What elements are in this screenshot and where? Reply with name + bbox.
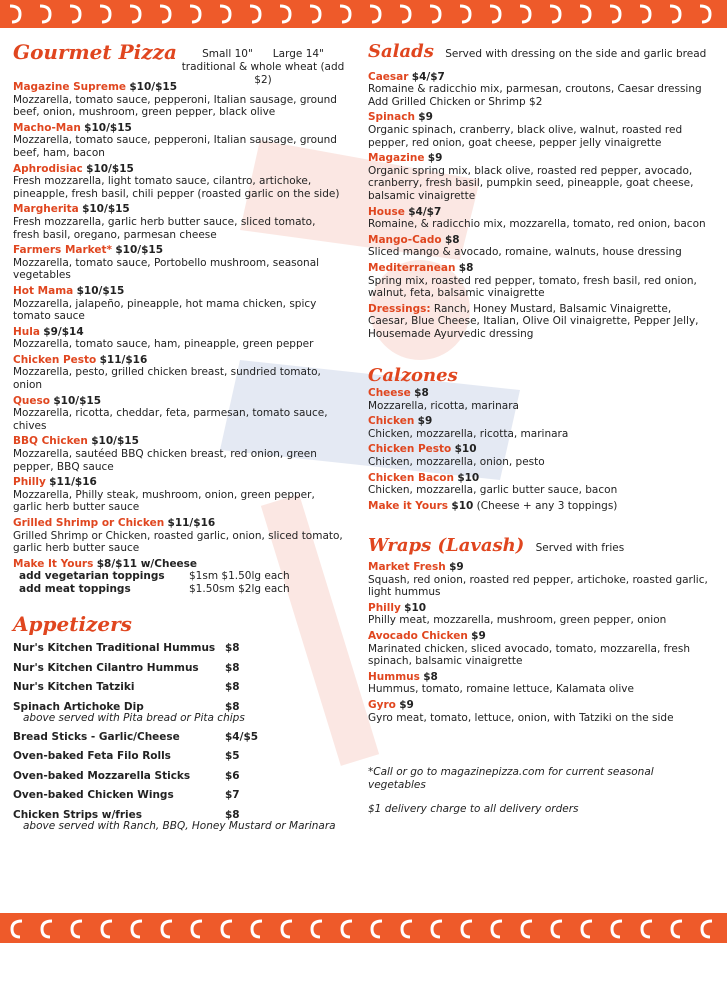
menu-item [368, 671, 708, 696]
item-price: $8 [423, 670, 438, 683]
appetizers-note-pita: above served with Pita bread or Pita chips [23, 712, 245, 725]
item-name: Queso [13, 394, 50, 407]
appetizer-name: Nur's Kitchen Traditional Hummus [13, 642, 216, 655]
item-name: Magazine [368, 152, 425, 165]
item-price: $10 [457, 471, 480, 484]
appetizer-price: $8 [225, 661, 240, 674]
top-wave-band [0, 0, 727, 40]
item-name: Magazine Supreme [13, 81, 127, 93]
appetizer-name: Spinach Artichoke Dip [13, 700, 144, 713]
item-desc: Mozzarella, Philly steak, mushroom, onion, green pepper, garlic herb butter sauce [13, 488, 315, 514]
meat-toppings-row [13, 583, 343, 596]
appetizer-name: Bread Sticks - Garlic/Cheese [13, 730, 180, 743]
menu-item [13, 163, 343, 201]
wave-border-bottom [0, 905, 727, 945]
menu-item [13, 354, 343, 392]
item-desc: Chicken, mozzarella, ricotta, marinara [368, 427, 569, 440]
appetizer-name: Nur's Kitchen Cilantro Hummus [13, 661, 199, 674]
item-desc: Mozzarella, tomato sauce, pepperoni, Italian sausage, ground beef, onion, mushroom, green pepper, black olive [13, 93, 337, 119]
wraps-title: Wraps (Lavash) [368, 535, 525, 557]
item-name: Hummus [368, 670, 420, 683]
item-desc: Squash, red onion, roasted red pepper, artichoke, roasted garlic, light hummus [368, 573, 708, 599]
menu-item [368, 152, 708, 202]
menu-item [13, 476, 343, 514]
appetizer-price: $8 [225, 700, 240, 713]
menu-item [13, 435, 343, 473]
appetizer-price: $6 [225, 769, 240, 782]
pizza-list [13, 81, 343, 555]
item-price: $9 [399, 698, 414, 711]
appetizer-name: Oven-baked Feta Filo Rolls [13, 750, 171, 763]
calzones-list [368, 387, 708, 497]
item-price: $4/$7 [408, 205, 442, 218]
pizza-header [13, 40, 345, 90]
item-name: Cheese [368, 387, 411, 400]
item-price: $9 [417, 415, 433, 428]
item-desc: Mozzarella, jalapeño, pineapple, hot mama chicken, spicy tomato sauce [13, 297, 317, 323]
item-name: Avocado Chicken [368, 629, 468, 642]
appetizers-list-baked [13, 731, 343, 829]
appetizer-row [13, 750, 343, 770]
item-name: Hot Mama [13, 284, 74, 297]
menu-item [13, 517, 343, 555]
right-column [368, 41, 708, 816]
footer-note-seasonal: *Call or go to magazinepizza.com for current seasonal vegetables [368, 766, 654, 791]
appetizer-row [13, 642, 343, 662]
appetizer-price: $4/$5 [225, 730, 259, 743]
appetizer-name: Chicken Strips w/fries [13, 808, 142, 821]
item-price: $10/$15 [76, 284, 125, 297]
dressings-text: Ranch, Honey Mustard, Balsamic Vinaigrette, Caesar, Blue Cheese, Italian, Olive Oil vinaigrette, Pepper Jelly, Housemade Ayurvedic dressing [368, 302, 699, 340]
appetizer-price: $7 [225, 789, 240, 802]
pizza-sizes [173, 48, 353, 87]
appetizer-price: $8 [225, 642, 240, 655]
appetizer-row [13, 789, 343, 809]
menu-item [368, 561, 708, 599]
meat-toppings-price: $1.50sm $2lg each [189, 582, 290, 595]
item-name: BBQ Chicken [13, 435, 88, 448]
item-price: $9 [449, 561, 464, 573]
item-desc: Mozzarella, tomato sauce, ham, pineapple, green pepper [13, 338, 314, 351]
item-desc: Sliced mango & avocado, romaine, walnuts, house dressing [368, 246, 682, 259]
item-name: Market Fresh [368, 561, 446, 573]
menu-item [13, 285, 343, 323]
item-name: Caesar [368, 70, 409, 83]
menu-item [368, 387, 708, 412]
item-name: Mango-Cado [368, 233, 442, 246]
item-price: $11/$16 [49, 476, 97, 489]
item-name: Spinach [368, 111, 415, 124]
menu-item [13, 395, 343, 433]
menu-item [368, 71, 708, 109]
menu-item [368, 630, 708, 668]
item-desc: Mozzarella, ricotta, marinara [368, 399, 519, 412]
item-desc: Fresh mozzarella, garlic herb butter sauce, sliced tomato, fresh basil, oregano, parmesan cheese [13, 215, 316, 241]
appetizer-row [13, 681, 343, 701]
pizza-sizes-line1: Small 10" Large 14" [202, 48, 324, 60]
veg-toppings-price: $1sm $1.50lg each [189, 570, 290, 583]
appetizer-name: Oven-baked Chicken Wings [13, 789, 174, 802]
item-desc: Chicken, mozzarella, onion, pesto [368, 456, 545, 469]
item-price: $10/$15 [82, 203, 130, 216]
wraps-header [368, 535, 708, 557]
left-column [13, 40, 345, 839]
menu-item [368, 699, 708, 724]
salads-subtitle: Served with dressing on the side and garlic bread [445, 48, 707, 60]
item-price: $8 [444, 233, 460, 246]
menu-item [368, 234, 708, 259]
pizza-title: Gourmet Pizza [13, 40, 177, 64]
item-name: Margherita [13, 203, 79, 216]
menu-item [13, 326, 343, 351]
menu-item [13, 203, 343, 241]
item-name: Chicken Pesto [13, 353, 97, 366]
item-desc: Gyro meat, tomato, lettuce, onion, with Tatziki on the side [368, 711, 674, 724]
menu-item [368, 443, 708, 468]
item-name: Philly [13, 476, 46, 489]
appetizer-price: $5 [225, 750, 240, 763]
item-price: $10/$15 [86, 162, 134, 175]
item-desc: Romaine, & radicchio mix, mozzarella, tomato, red onion, bacon [368, 218, 706, 231]
item-desc: Mozzarella, tomato sauce, Portobello mushroom, seasonal vegetables [13, 256, 320, 282]
menu-item [368, 206, 708, 231]
item-price: $9 [427, 152, 443, 165]
item-name: Philly [368, 601, 401, 614]
item-name: Mediterranean [368, 261, 456, 274]
menu-item [13, 244, 343, 282]
item-name: Chicken [368, 415, 415, 428]
calzones-title: Calzones [368, 365, 458, 387]
item-name: Make It Yours [13, 557, 94, 570]
menu-item [368, 262, 708, 300]
item-desc: Chicken, mozzarella, garlic butter sauce, bacon [368, 484, 618, 497]
salads-title: Salads [368, 41, 434, 62]
menu-item [13, 122, 343, 160]
menu-item [368, 415, 708, 440]
item-name: Chicken Bacon [368, 471, 454, 484]
salads-header [368, 41, 708, 62]
item-name: Farmers Market* [13, 244, 113, 257]
salads-dressings [368, 303, 708, 341]
item-price: $9 [471, 629, 486, 642]
item-name: Aphrodisiac [13, 162, 83, 175]
item-desc: Hummus, tomato, romaine lettuce, Kalamata olive [368, 683, 634, 696]
appetizers-note-sauces: above served with Ranch, BBQ, Honey Mustard or Marinara [23, 820, 336, 833]
menu-item [368, 472, 708, 497]
item-desc: Mozzarella, sautéed BBQ chicken breast, red onion, green pepper, BBQ sauce [13, 448, 317, 473]
pizza-sizes-line2: traditional & whole wheat (add $2) [181, 61, 345, 86]
menu-item [368, 602, 708, 627]
item-name: Grilled Shrimp or Chicken [13, 517, 165, 529]
item-price: $10/$15 [129, 81, 178, 93]
menu-item [368, 111, 708, 149]
item-name: Chicken Pesto [368, 443, 452, 456]
item-price: $11/$16 [99, 353, 148, 366]
appetizers-list-pita [13, 642, 343, 720]
appetizer-row [13, 662, 343, 682]
appetizer-row [13, 731, 343, 751]
item-price: $4/$7 [411, 70, 445, 83]
item-price: $10 [404, 601, 427, 614]
appetizer-name: Oven-baked Mozzarella Sticks [13, 769, 191, 782]
item-price: $10 [451, 499, 474, 512]
item-extra: Add Grilled Chicken or Shrimp $2 [368, 95, 543, 108]
item-desc: Organic spring mix, black olive, roasted red pepper, avocado, cranberry, fresh basil, pumpkin seed, pineapple, goat cheese, balsamic vinaigrette [368, 164, 694, 202]
item-desc: Mozzarella, ricotta, cheddar, feta, parmesan, tomato sauce, chives [13, 407, 328, 432]
item-price: $8/$11 w/Cheese [96, 557, 198, 570]
item-desc: Fresh mozzarella, light tomato sauce, cilantro, artichoke, pineapple, fresh basil, chili pepper (roasted garlic on the side) [13, 175, 340, 200]
appetizer-price: $8 [225, 808, 240, 821]
item-price: $11/$16 [167, 517, 216, 529]
item-price: $9/$14 [43, 325, 84, 338]
calzone-make-it-yours [368, 500, 708, 513]
veg-toppings-row [13, 570, 343, 583]
item-desc: (Cheese + any 3 toppings) [476, 499, 618, 512]
item-price: $8 [458, 261, 474, 274]
item-price: $10/$15 [115, 244, 164, 257]
item-desc: Spring mix, roasted red pepper, tomato, fresh basil, red onion, walnut, feta, balsamic vinaigrette [368, 274, 697, 300]
item-price: $10/$15 [91, 435, 139, 448]
pizza-make-it-yours [13, 558, 343, 596]
item-price: $10 [454, 443, 477, 456]
appetizer-price: $8 [225, 681, 240, 694]
wraps-list [368, 561, 708, 724]
item-name: Hula [13, 325, 40, 338]
item-desc: Mozzarella, pesto, grilled chicken breast, sundried tomato, onion [13, 366, 321, 392]
salads-list [368, 71, 708, 300]
item-desc: Romaine & radicchio mix, parmesan, croutons, Caesar dressing [368, 83, 702, 96]
footer-note-delivery: $1 delivery charge to all delivery orders [368, 803, 579, 816]
item-price: $9 [418, 111, 433, 124]
item-name: House [368, 205, 405, 218]
item-price: $10/$15 [84, 121, 132, 134]
appetizers-title: Appetizers [13, 611, 132, 636]
dressings-label: Dressings: [368, 302, 431, 315]
item-name: Make it Yours [368, 499, 449, 512]
appetizer-row [13, 770, 343, 790]
item-price: $8 [414, 387, 429, 400]
wraps-subtitle: Served with fries [535, 542, 625, 555]
item-name: Gyro [368, 698, 396, 711]
item-price: $10/$15 [53, 394, 102, 407]
item-name: Macho-Man [13, 121, 81, 134]
bottom-wave-band [0, 905, 727, 945]
item-desc: Organic spinach, cranberry, black olive, walnut, roasted red pepper, red onion, goat cheese, pepper jelly vinaigrette [368, 123, 683, 149]
item-desc: Grilled Shrimp or Chicken, roasted garlic, onion, sliced tomato, garlic herb butter sauce [13, 529, 343, 555]
item-desc: Philly meat, mozzarella, mushroom, green pepper, onion [368, 614, 667, 627]
appetizer-name: Nur's Kitchen Tatziki [13, 681, 135, 694]
veg-toppings-label: add vegetarian toppings [19, 570, 165, 583]
item-desc: Marinated chicken, sliced avocado, tomato, mozzarella, fresh spinach, balsamic vinaigrette [368, 642, 690, 668]
wave-border-top [0, 0, 727, 40]
item-desc: Mozzarella, tomato sauce, pepperoni, Italian sausage, ground beef, ham, bacon [13, 134, 337, 159]
meat-toppings-label: add meat toppings [19, 582, 131, 595]
